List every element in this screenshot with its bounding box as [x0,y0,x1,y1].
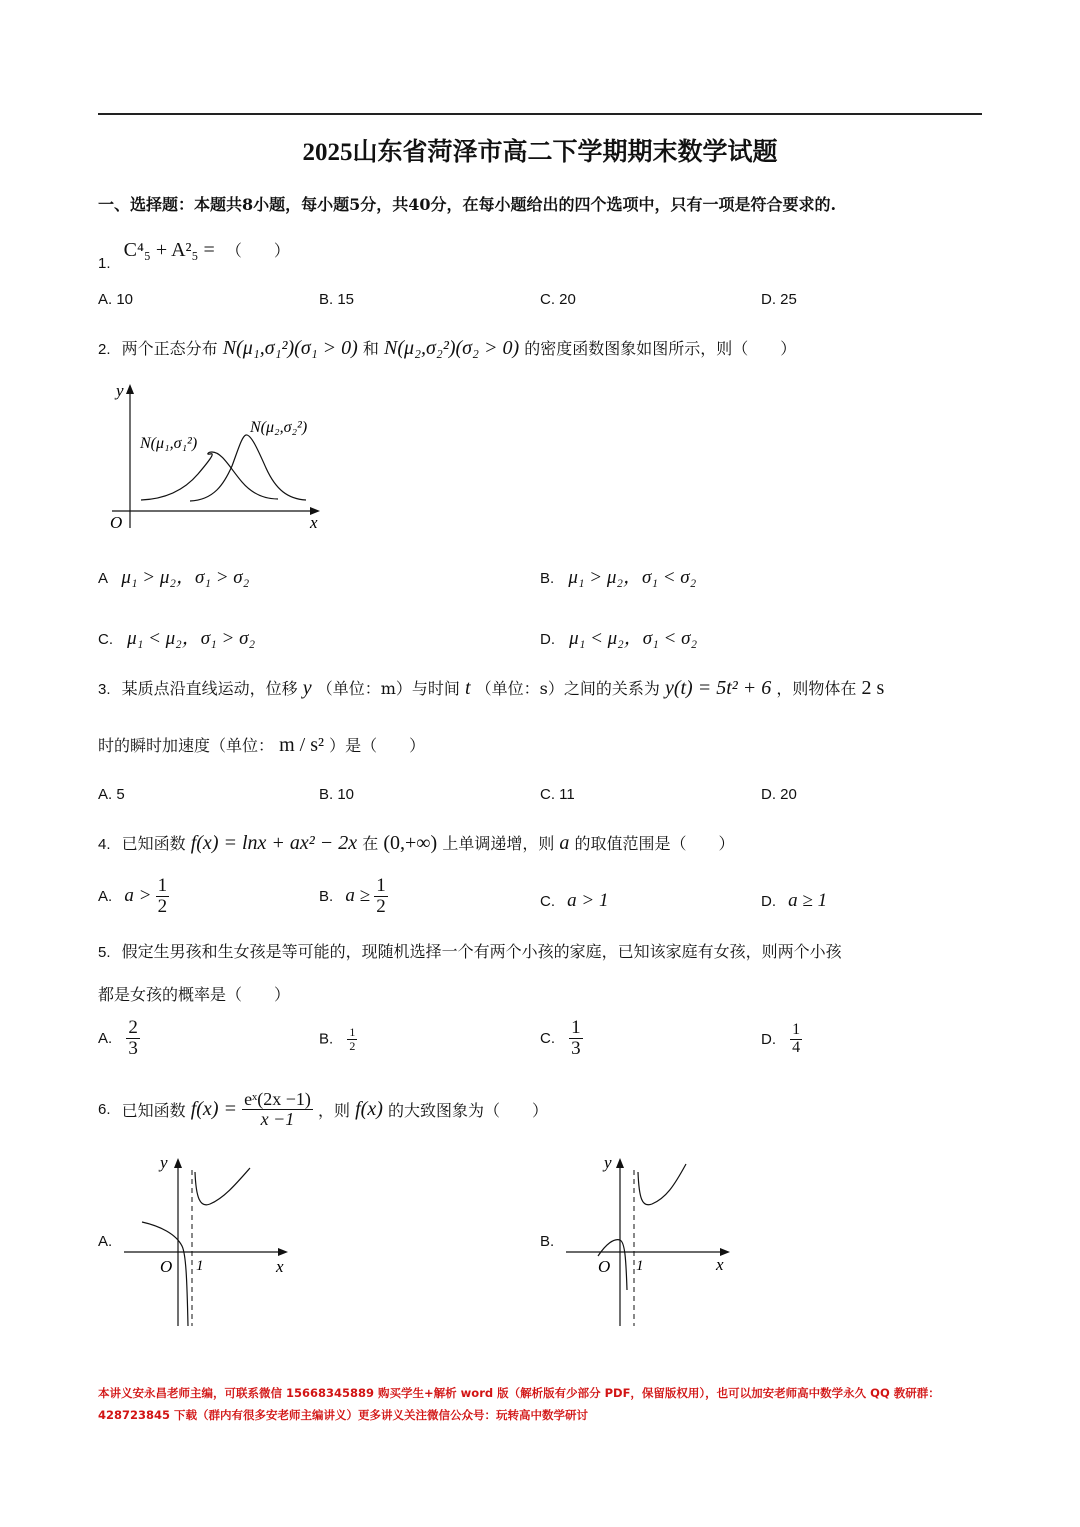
option-c[interactable]: C. 20 [540,291,576,308]
option-letter: B. [319,1030,334,1048]
question-stem: （单位：s）之间的关系为 [475,679,660,698]
x-axis-arrow [278,1248,288,1256]
question-stem: 已知函数 [121,1100,186,1120]
option-a[interactable] [98,876,169,917]
option-fraction [790,1022,802,1057]
option-letter: D. [540,631,555,648]
question-stem: 的大致图象为（ ） [387,1100,548,1120]
question-number: 3. [98,681,111,698]
question-stem: ，则 [318,1100,351,1120]
graph-option-a[interactable] [120,1150,300,1330]
option-letter: A. [98,1029,113,1047]
option-c[interactable] [98,623,255,650]
question-2 [98,336,796,360]
footer-notice: 本讲义安永昌老师主编，可联系微信 15668345889 购买学生+解析 word 版（解析版有少部分 PDF，保留版权用），也可以加安老师高中数学永久 QQ 教研群：428723845 下载（群内有很多安老师主编讲义）更多讲义关注微信公众号：玩转高中数学研讨 [98,1386,940,1422]
header-rule [98,113,982,115]
fraction-numerator: 1 [349,1025,356,1039]
question-4 [98,831,735,855]
option-b-label[interactable]: B. [540,1233,555,1250]
origin-label: O [110,513,123,532]
option-a[interactable]: A. 5 [98,786,125,803]
origin-label: O [160,1257,173,1276]
option-d[interactable] [761,1022,802,1057]
question-stem: 两个正态分布 [121,339,218,358]
question-stem: 假定生男孩和生女孩是等可能的，现随机选择一个有两个小孩的家庭，已知该家庭有女孩，则两个小孩 [121,942,842,961]
function-lhs: f(x) = [190,1097,237,1120]
question-stem: ，则物体在 [776,679,857,698]
curve-n1-label: N(μ₁,σ₁²) [140,435,198,452]
option-b[interactable] [319,1026,357,1052]
option-letter: C. [98,631,113,648]
option-letter: D. [761,1030,776,1048]
y-axis-arrow [616,1158,624,1168]
option-a-label[interactable]: A. [98,1233,113,1250]
fraction-numerator: 1 [157,875,168,896]
fraction-numerator: eˣ(2x −1) [244,1089,311,1109]
question-stem: 已知函数 [121,834,186,853]
displacement-formula: y(t) = 5t² + 6 [664,677,772,699]
x-axis-label: x [716,1255,724,1274]
question-stem: 的密度函数图象如图所示，则（ ） [524,339,797,358]
question-stem: （单位：m）与时间 [316,679,460,698]
question-stem: 上单调递增，则 [442,834,555,853]
option-letter: B. [319,887,334,905]
option-b[interactable] [540,562,696,589]
option-a[interactable]: A. 10 [98,291,134,308]
normal-curves-figure [98,378,338,538]
option-c[interactable] [540,890,609,912]
section-heading: 一、选择题：本题共8小题，每小题5分，共40分，在每小题给出的四个选项中，只有一项是符合要求的. [98,195,837,214]
fraction-denominator: x −1 [260,1108,295,1129]
question-number: 5. [98,944,111,961]
question-3-line-2 [98,733,425,757]
option-d[interactable] [540,623,697,650]
question-3 [98,676,884,700]
variable-t: t [464,677,471,699]
option-letter: C. [540,893,555,910]
question-5 [98,939,842,962]
y-axis-label: y [160,1153,168,1172]
domain-interval: (0,+∞) [383,832,438,854]
fraction-denominator: 3 [571,1037,581,1059]
option-d[interactable]: D. 25 [761,291,797,308]
function-name: f(x) [355,1097,383,1120]
fraction-numerator: 1 [792,1021,801,1038]
curve-n1 [141,452,278,500]
option-fraction [374,876,388,917]
tick-label: 1 [636,1258,644,1274]
right-branch [638,1164,686,1205]
option-text: μ₁ > μ₂，σ₁ > σ₂ [121,567,250,588]
question-stem: 某质点沿直线运动，位移 [121,679,298,698]
time-value: 2 s [861,677,885,699]
question-number: 1. [98,255,111,272]
option-fraction [126,1018,140,1059]
distribution-2: N(μ₂,σ₂²)(σ₂ > 0) [384,337,520,359]
tick-label: 1 [196,1258,204,1274]
option-d[interactable] [761,890,827,912]
option-text: a ≥ 1 [788,890,828,911]
question-5-line-2 [98,982,290,1005]
fraction-denominator: 4 [792,1038,801,1056]
option-fraction [156,876,170,917]
function-formula: f(x) = lnx + ax² − 2x [190,832,358,854]
option-c[interactable] [540,1018,583,1059]
distribution-1: N(μ₁,σ₁²)(σ₁ > 0) [222,337,358,359]
option-letter: D. [761,893,776,910]
origin-label: O [598,1257,611,1276]
option-letter: A [98,570,108,587]
variable-y: y [302,677,312,699]
question-stem: 都是女孩的概率是（ ） [98,985,291,1004]
option-text: μ₁ > μ₂，σ₁ < σ₂ [568,567,697,588]
question-number: 4. [98,836,111,853]
question-stem: 时的瞬时加速度（单位： [98,736,275,755]
option-a[interactable] [98,1018,140,1059]
question-6 [98,1090,548,1129]
y-axis-arrow [174,1158,182,1168]
option-letter: A. [98,887,113,905]
option-text: μ₁ < μ₂，σ₁ < σ₂ [569,628,698,649]
option-c[interactable]: C. 11 [540,786,575,803]
option-b[interactable] [319,876,388,917]
option-letter: B. [540,570,555,587]
fraction-denominator: 2 [349,1038,356,1053]
right-branch [195,1168,250,1205]
option-b[interactable]: B. 15 [319,291,355,308]
option-b[interactable]: B. 10 [319,786,355,803]
variable-a: a [559,832,570,854]
question-expression: C⁴₅ + A²₅ = [123,239,215,261]
question-stem: 的取值范围是（ ） [574,834,735,853]
fraction-denominator: 2 [376,895,386,917]
question-stem: ）是（ ） [329,736,426,755]
x-axis-label: x [310,513,318,532]
option-a[interactable] [98,562,249,589]
fraction-numerator: 1 [376,875,386,896]
fraction-numerator: 2 [128,1017,138,1038]
fraction-denominator: 3 [128,1037,138,1059]
option-letter: C. [540,1029,555,1047]
x-axis-label: x [276,1257,284,1276]
y-axis-arrow [126,384,134,394]
option-text: μ₁ < μ₂，σ₁ > σ₂ [127,628,256,649]
option-fraction [347,1026,357,1052]
question-number: 6. [98,1100,111,1118]
option-fraction [569,1018,583,1059]
y-axis-label: y [116,381,124,400]
curve-n2 [190,435,306,501]
fraction-numerator: 1 [571,1017,581,1038]
option-d[interactable]: D. 20 [761,786,797,803]
curve-n2-label: N(μ₂,σ₂²) [250,419,308,436]
graph-option-b[interactable] [562,1150,742,1330]
question-1 [98,238,290,272]
page-title: 2025山东省菏泽市高二下学期期末数学试题 [302,139,778,166]
function-fraction [242,1090,313,1129]
option-text: a ≥ [345,885,371,907]
option-text: a > 1 [567,890,609,911]
question-stem: 和 [362,339,379,358]
option-text: a > [124,885,152,907]
question-number: 2. [98,341,111,358]
question-stem: 在 [362,834,379,853]
y-axis-label: y [604,1153,612,1172]
fraction-denominator: 2 [157,895,168,917]
answer-blank: （ ） [225,241,290,260]
acceleration-unit: m / s² [279,734,325,756]
